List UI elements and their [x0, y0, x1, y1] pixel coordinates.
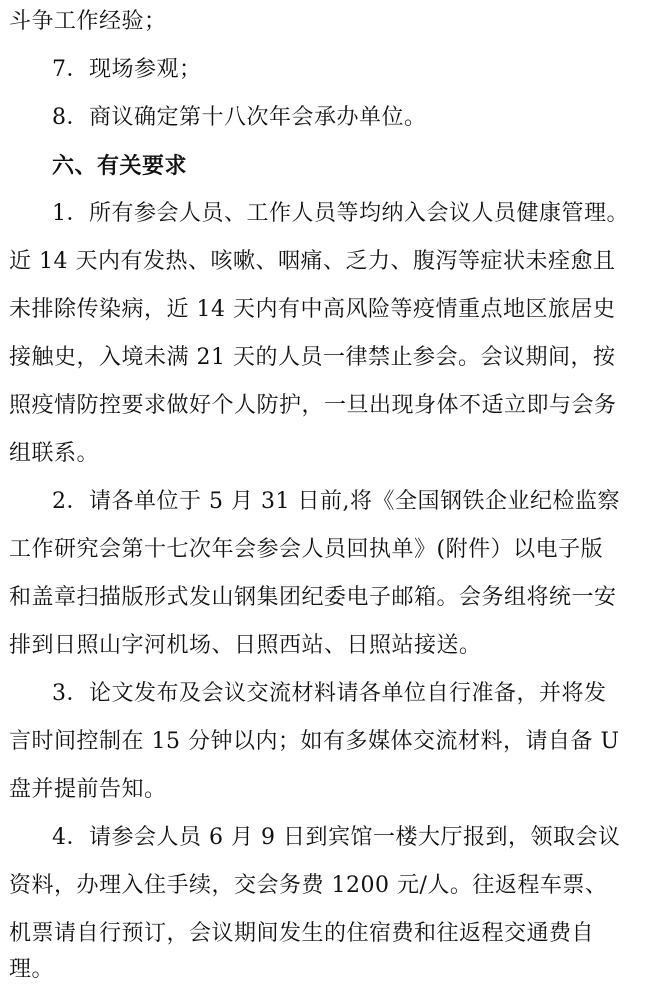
requirement-4-line: 4．请参会人员 6 月 9 日到宾馆一楼大厅报到，领取会议 [52, 825, 621, 850]
text-line: 近 14 天内有发热、咳嗽、咽痛、乏力、腹泻等症状未痊愈且 [9, 249, 616, 274]
text-line: 接触史，入境未满 21 天的人员一律禁止参会。会议期间，按 [9, 345, 616, 370]
text-line: 排到日照山字河机场、日照西站、日照站接送。 [9, 633, 482, 658]
text-line: 工作研究会第十七次年会参会人员回执单》(附件）以电子版 [9, 537, 604, 562]
requirement-3-line: 3．论文发布及会议交流材料请各单位自行准备，并将发 [52, 681, 607, 706]
section-heading: 六、有关要求 [52, 153, 188, 179]
requirement-2-line: 2．请各单位于 5 月 31 日前,将《全国钢铁企业纪检监察 [52, 489, 620, 514]
text-line: 组联系。 [9, 441, 100, 466]
requirement-1-line: 1．所有参会人员、工作人员等均纳入会议人员健康管理。 [52, 201, 629, 226]
agenda-item-7: 7．现场参观； [52, 57, 202, 82]
text-line: 盘并提前告知。 [9, 777, 167, 802]
text-line: 未排除传染病，近 14 天内有中高风险等疫情重点地区旅居史 [9, 297, 616, 322]
text-line: 理。 [9, 957, 55, 982]
text-line: 斗争工作经验； [9, 9, 167, 34]
text-line: 照疫情防控要求做好个人防护，一旦出现身体不适立即与会务 [9, 393, 617, 418]
text-line: 言时间控制在 15 分钟以内；如有多媒体交流材料，请自备 U [9, 729, 620, 754]
text-line: 机票请自行预订，会议期间发生的住宿费和往返程交通费自 [9, 921, 595, 946]
text-line: 和盖章扫描版形式发山钢集团纪委电子邮箱。会务组将统一安 [9, 585, 617, 610]
agenda-item-8: 8．商议确定第十八次年会承办单位。 [52, 105, 427, 130]
text-line: 资料，办理入住手续，交会务费 1200 元/人。往返程车票、 [9, 873, 608, 898]
